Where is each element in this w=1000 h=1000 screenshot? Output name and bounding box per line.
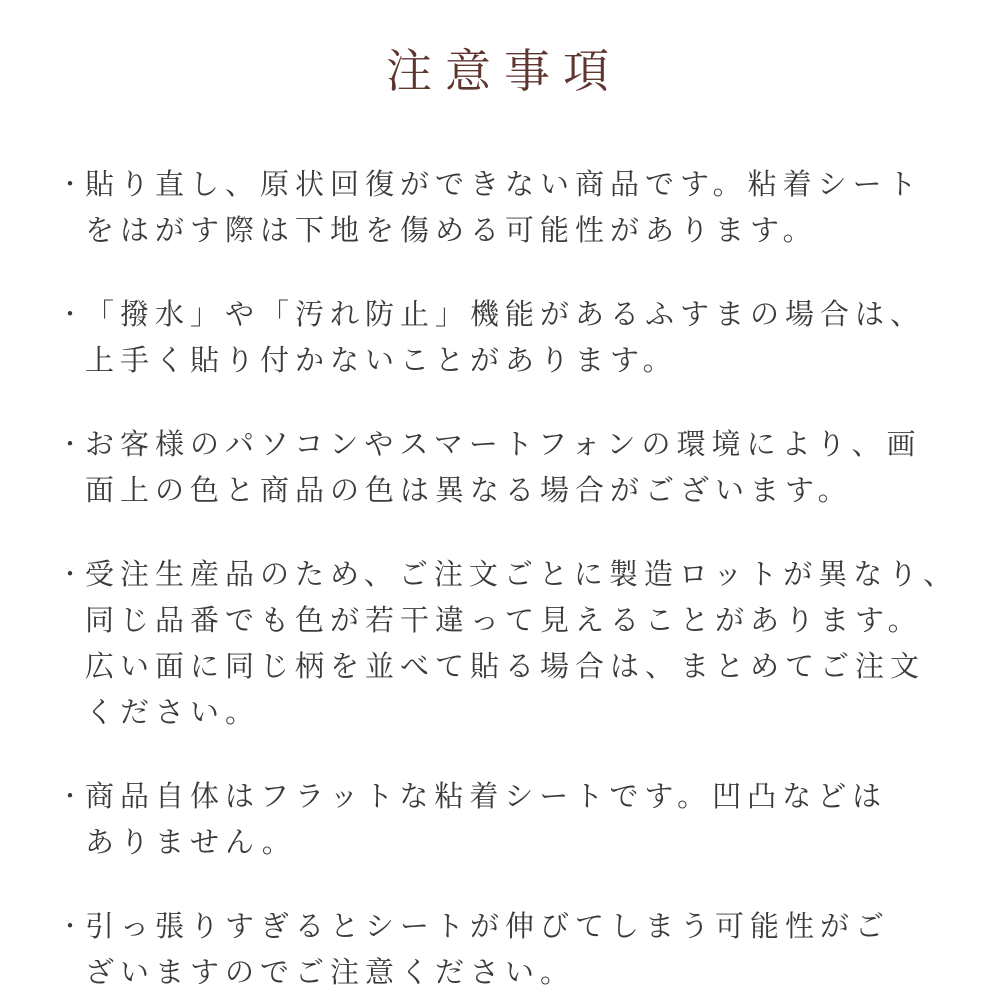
- note-line: ありません。: [85, 827, 297, 859]
- note-line: ざいますのでご注意ください。: [85, 957, 576, 989]
- note-text: [85, 552, 958, 736]
- note-line: 貼り直し、原状回復ができない商品です。粘着シート: [85, 169, 923, 201]
- note-line: 受注生産品のため、ご注文ごとに製造ロットが異なり、: [85, 559, 959, 591]
- bullet-icon: ・: [58, 783, 82, 810]
- notes-list: [58, 162, 959, 996]
- note-line: 広い面に同じ柄を並べて貼る場合は、まとめてご注文: [85, 651, 926, 683]
- bullet-icon: ・: [58, 913, 82, 940]
- note-line: 商品自体はフラットな粘着シートです。凹凸などは: [85, 781, 888, 813]
- bullet-icon: ・: [58, 171, 82, 198]
- note-item: [58, 774, 950, 866]
- note-line: 「撥水」や「汚れ防止」機能があるふすまの場合は、: [85, 299, 926, 331]
- note-item: [58, 292, 950, 384]
- note-text: [85, 774, 950, 866]
- bullet-icon: ・: [58, 301, 82, 328]
- note-line: 面上の色と商品の色は異なる場合がございます。: [85, 475, 853, 507]
- note-line: 引っ張りすぎるとシートが伸びてしまう可能性がご: [85, 911, 891, 943]
- note-text: [85, 162, 950, 254]
- note-text: [85, 422, 950, 514]
- note-text: [85, 904, 950, 996]
- note-line: お客様のパソコンやスマートフォンの環境により、画: [85, 429, 922, 461]
- bullet-icon: ・: [58, 431, 82, 458]
- bullet-icon: ・: [58, 561, 82, 588]
- note-item: [58, 162, 950, 254]
- note-line: 上手く貼り付かないことがあります。: [85, 345, 678, 377]
- note-item: [58, 552, 959, 736]
- note-text: [85, 292, 950, 384]
- note-item: [58, 422, 950, 514]
- note-line: をはがす際は下地を傷める可能性があります。: [85, 215, 818, 247]
- note-line: 同じ品番でも色が若干違って見えることがあります。: [85, 605, 923, 637]
- page-title: 注意事項: [386, 45, 622, 97]
- note-line: ください。: [85, 697, 261, 729]
- note-item: [58, 904, 950, 996]
